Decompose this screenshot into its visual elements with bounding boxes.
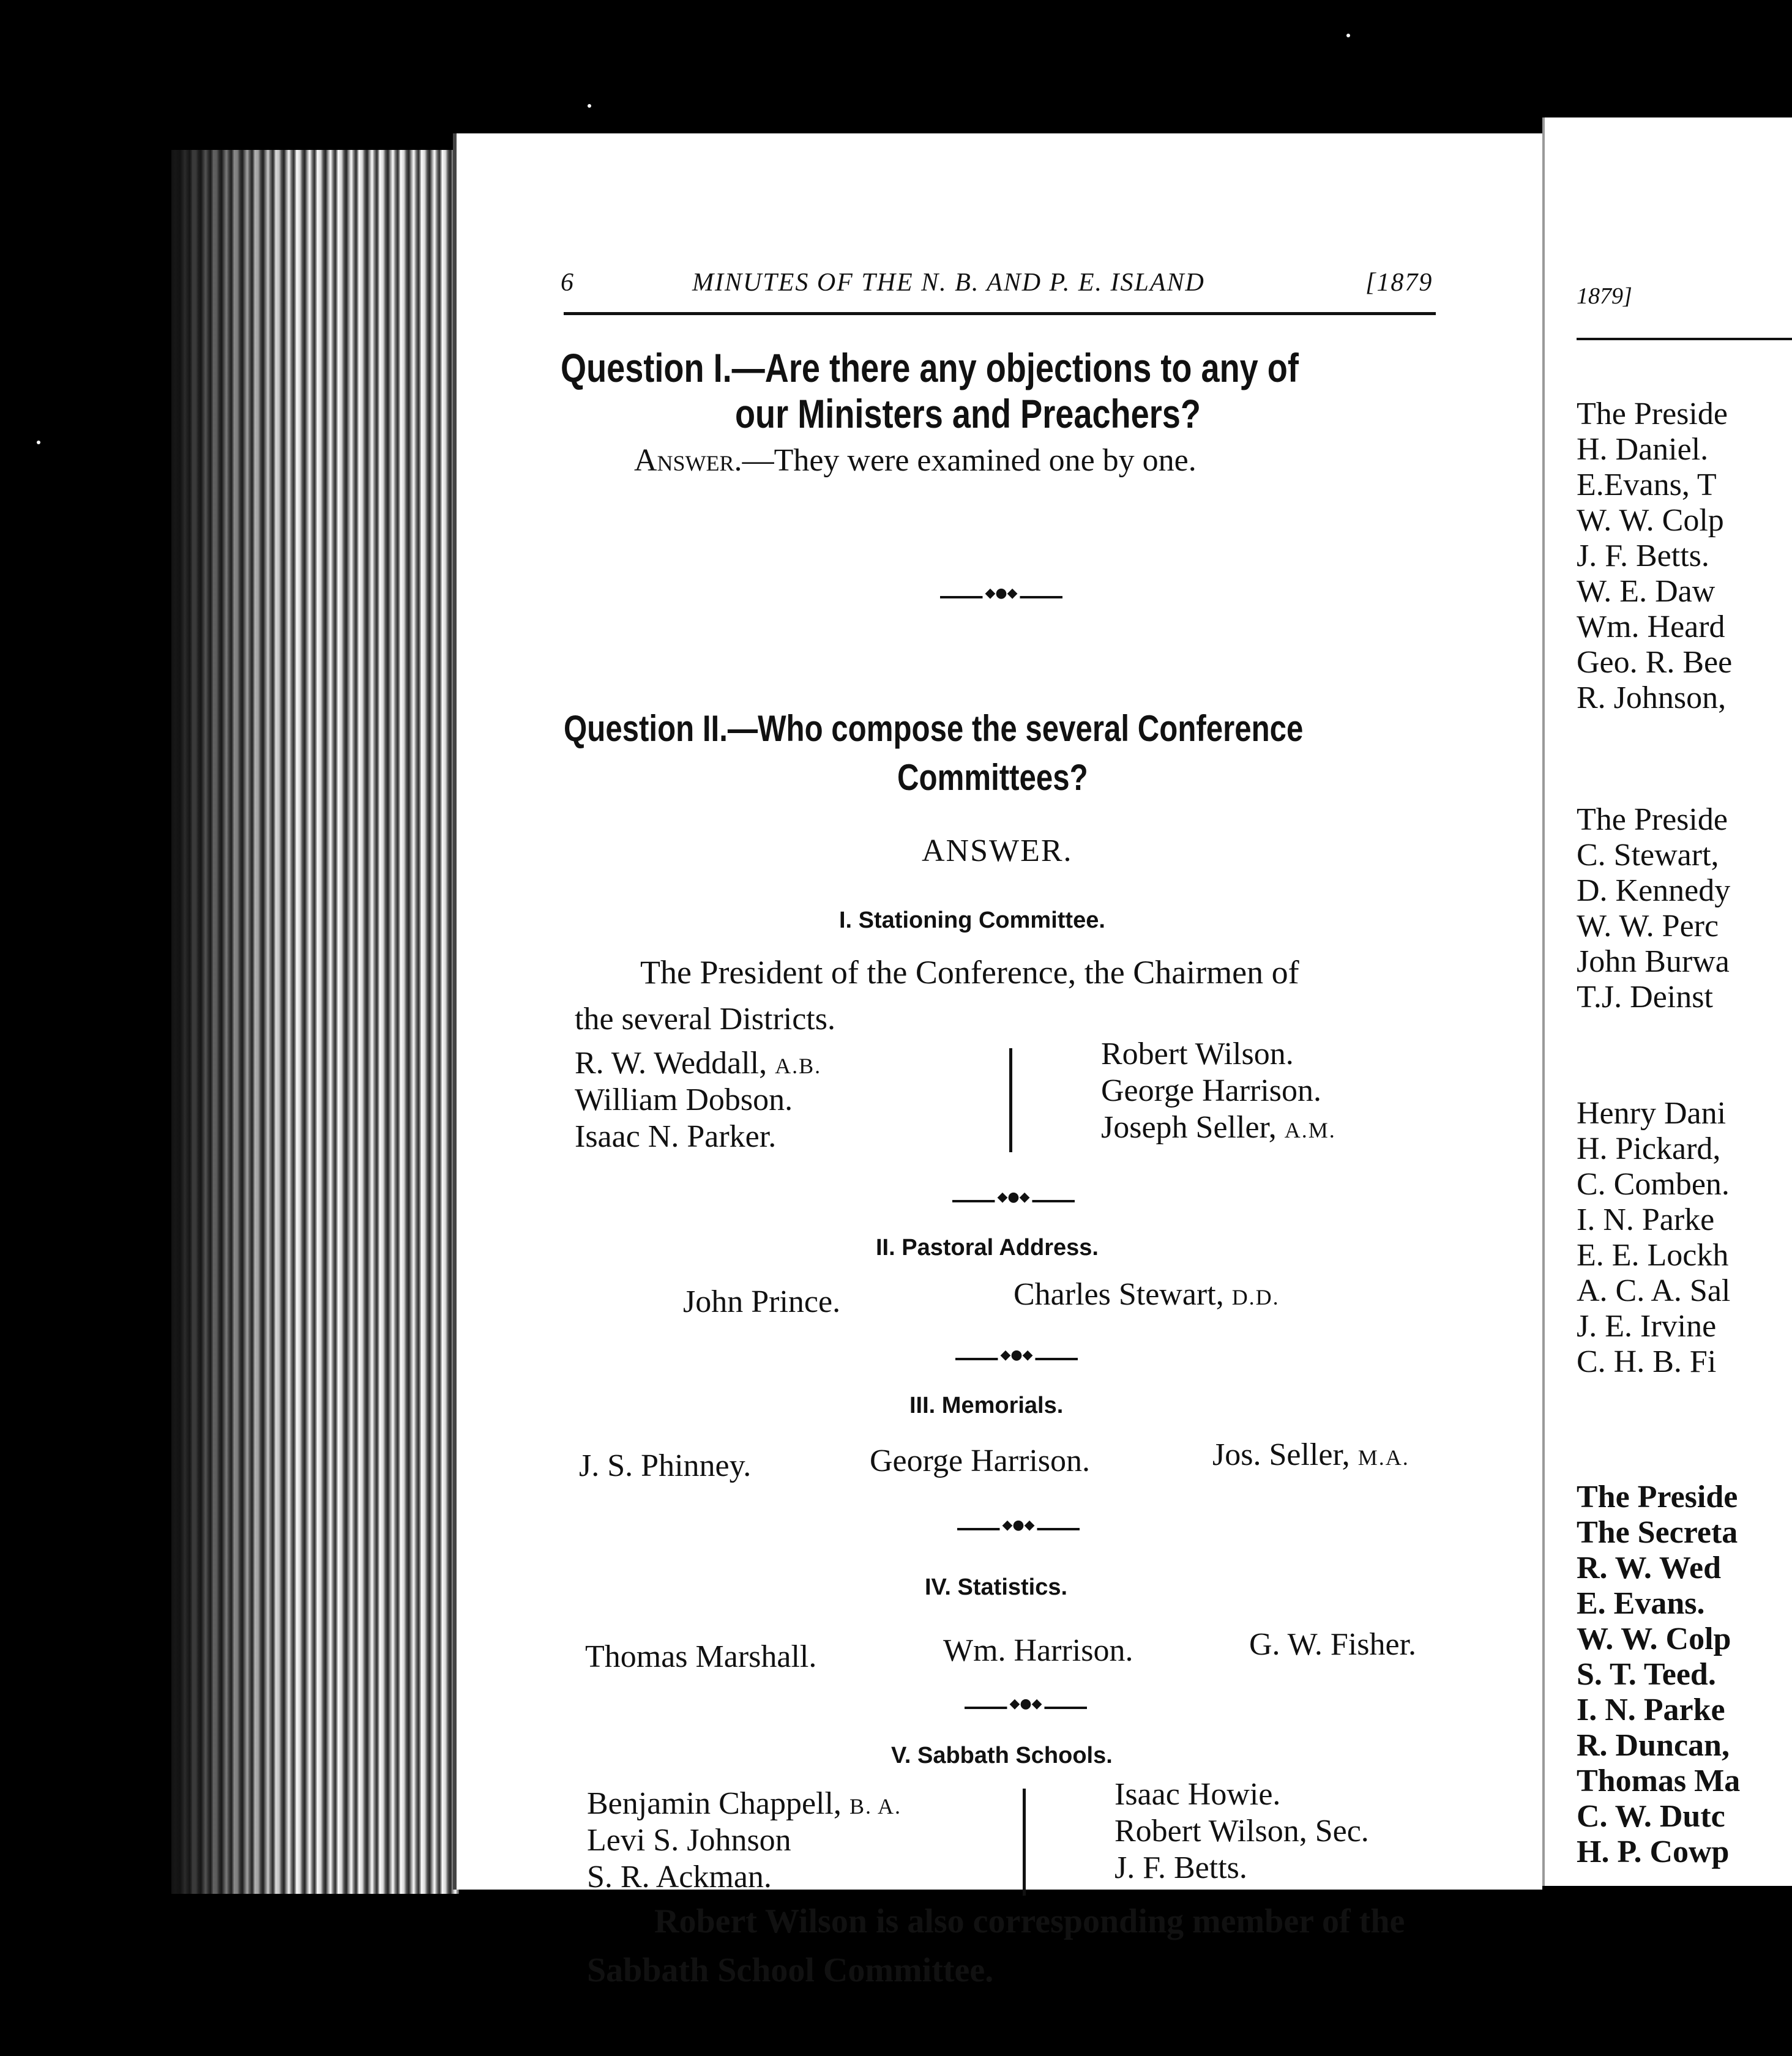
pastoral-member [1014,1276,1280,1313]
right-line: E. Evans. [1577,1586,1705,1621]
member-degree: B. A. [849,1794,902,1819]
header-year: [1879 [1365,269,1433,297]
right-line: R. Duncan, [1577,1728,1730,1763]
right-line: The Preside [1577,397,1728,431]
stationing-member [1101,1109,1336,1145]
pastoral-heading: II. Pastoral Address. [876,1235,1099,1261]
ornament-divider [955,1351,1078,1366]
right-line: Thomas Ma [1577,1764,1741,1798]
right-line: S. T. Teed. [1577,1657,1716,1692]
statistics-member: G. W. Fisher. [1249,1627,1417,1662]
right-line: I. N. Parke [1577,1693,1725,1727]
right-header-rule [1577,338,1792,340]
right-line: Henry Dani [1577,1096,1727,1131]
right-line: H. Pickard, [1577,1131,1721,1166]
sabbath-member: J. F. Betts. [1114,1850,1247,1885]
right-line: W. W. Colp [1577,1622,1731,1656]
ornament-divider [940,589,1062,604]
right-line: C. H. B. Fi [1577,1344,1717,1379]
statistics-member: Thomas Marshall. [585,1639,817,1674]
left-page [453,133,1542,1989]
right-line: J. E. Irvine [1577,1309,1717,1344]
page-number: 6 [561,269,575,297]
column-divider [1009,1048,1012,1152]
header-rule [564,312,1436,315]
stationing-intro-1: The President of the Conference, the Chairmen of [640,954,1299,991]
member-degree: M.A. [1357,1445,1409,1470]
right-line: C. Comben. [1577,1167,1730,1202]
member-name: Benjamin Chappell, [587,1786,842,1821]
sabbath-member: Isaac Howie. [1114,1777,1281,1812]
right-page [1542,117,1792,1886]
ornament-divider [965,1700,1087,1715]
sabbath-member: Levi S. Johnson [587,1823,791,1858]
memorials-member: George Harrison. [870,1443,1091,1478]
column-divider [1023,1789,1026,1896]
question-2-line-2: Committees? [897,757,1088,798]
statistics-member: Wm. Harrison. [943,1633,1133,1668]
right-line: H. P. Cowp [1577,1834,1730,1869]
stationing-intro-2: the several Districts. [575,1002,835,1037]
member-name: Joseph Seller, [1101,1110,1277,1145]
statistics-heading: IV. Statistics. [925,1574,1068,1600]
right-line: A. C. A. Sal [1577,1273,1731,1308]
stationing-member: Isaac N. Parker. [575,1119,777,1154]
stationing-member: William Dobson. [575,1082,793,1117]
stationing-member: George Harrison. [1101,1073,1322,1108]
scan-speck [588,104,591,108]
pastoral-member: John Prince. [683,1284,841,1319]
right-line: John Burwa [1577,944,1730,979]
ornament-divider [952,1193,1075,1208]
right-line: E. E. Lockh [1577,1238,1729,1273]
question-1-line-2: our Ministers and Preachers? [735,391,1201,436]
stationing-member: Robert Wilson. [1101,1037,1294,1071]
sabbath-heading: V. Sabbath Schools. [891,1743,1113,1768]
right-line: W. E. Daw [1577,574,1715,609]
ornament-divider [957,1521,1080,1536]
answer-label: Answer. [634,443,742,478]
memorials-member [1212,1437,1409,1473]
right-line: H. Daniel. [1577,432,1709,467]
right-line: W. W. Perc [1577,909,1719,944]
right-line: I. N. Parke [1577,1202,1715,1237]
right-line: R. W. Wed [1577,1551,1722,1585]
question-1-answer [634,442,1197,479]
member-name: Charles Stewart, [1014,1277,1224,1312]
book-spine-shadow [171,150,294,1894]
right-line: C. W. Dutc [1577,1799,1725,1834]
right-line: T.J. Deinst [1577,980,1713,1015]
right-line: Wm. Heard [1577,609,1725,644]
memorials-member: J. S. Phinney. [579,1448,752,1483]
answer-text: —They were examined one by one. [742,443,1197,478]
memorials-heading: III. Memorials. [909,1393,1064,1418]
right-line: The Secreta [1577,1515,1738,1550]
sabbath-member [587,1786,902,1822]
sabbath-note-2: Sabbath School Committee. [587,1951,994,1989]
right-line: D. Kennedy [1577,873,1731,908]
right-line: C. Stewart, [1577,838,1719,873]
member-name: R. W. Weddall, [575,1046,767,1081]
sabbath-member: S. R. Ackman. [587,1860,772,1894]
scan-speck [1346,34,1350,37]
right-line: J. F. Betts. [1577,538,1709,573]
member-degree: D.D. [1231,1285,1280,1309]
member-name: Jos. Seller, [1212,1437,1350,1472]
answer-heading: ANSWER. [922,833,1073,868]
sabbath-member: Robert Wilson, Sec. [1114,1814,1369,1849]
right-line: R. Johnson, [1577,680,1727,715]
question-1-line-1: Question I.—Are there any objections to any of [561,345,1299,390]
member-degree: A.M. [1284,1118,1336,1142]
right-line: Geo. R. Bee [1577,645,1733,680]
sabbath-note-1: Robert Wilson is also corresponding member of the [654,1902,1405,1940]
right-header-year: 1879] [1577,283,1632,309]
scan-speck [37,441,40,444]
question-2-line-1: Question II.—Who compose the several Conference [564,708,1304,749]
member-degree: A.B. [775,1054,822,1078]
stationing-member [575,1045,821,1081]
right-line: W. W. Colp [1577,503,1724,538]
right-line: E.Evans, T [1577,467,1717,502]
running-title: MINUTES OF THE N. B. AND P. E. ISLAND [692,269,1205,297]
right-line: The Preside [1577,802,1728,837]
right-line: The Preside [1577,1480,1738,1514]
stationing-heading: I. Stationing Committee. [839,907,1105,933]
